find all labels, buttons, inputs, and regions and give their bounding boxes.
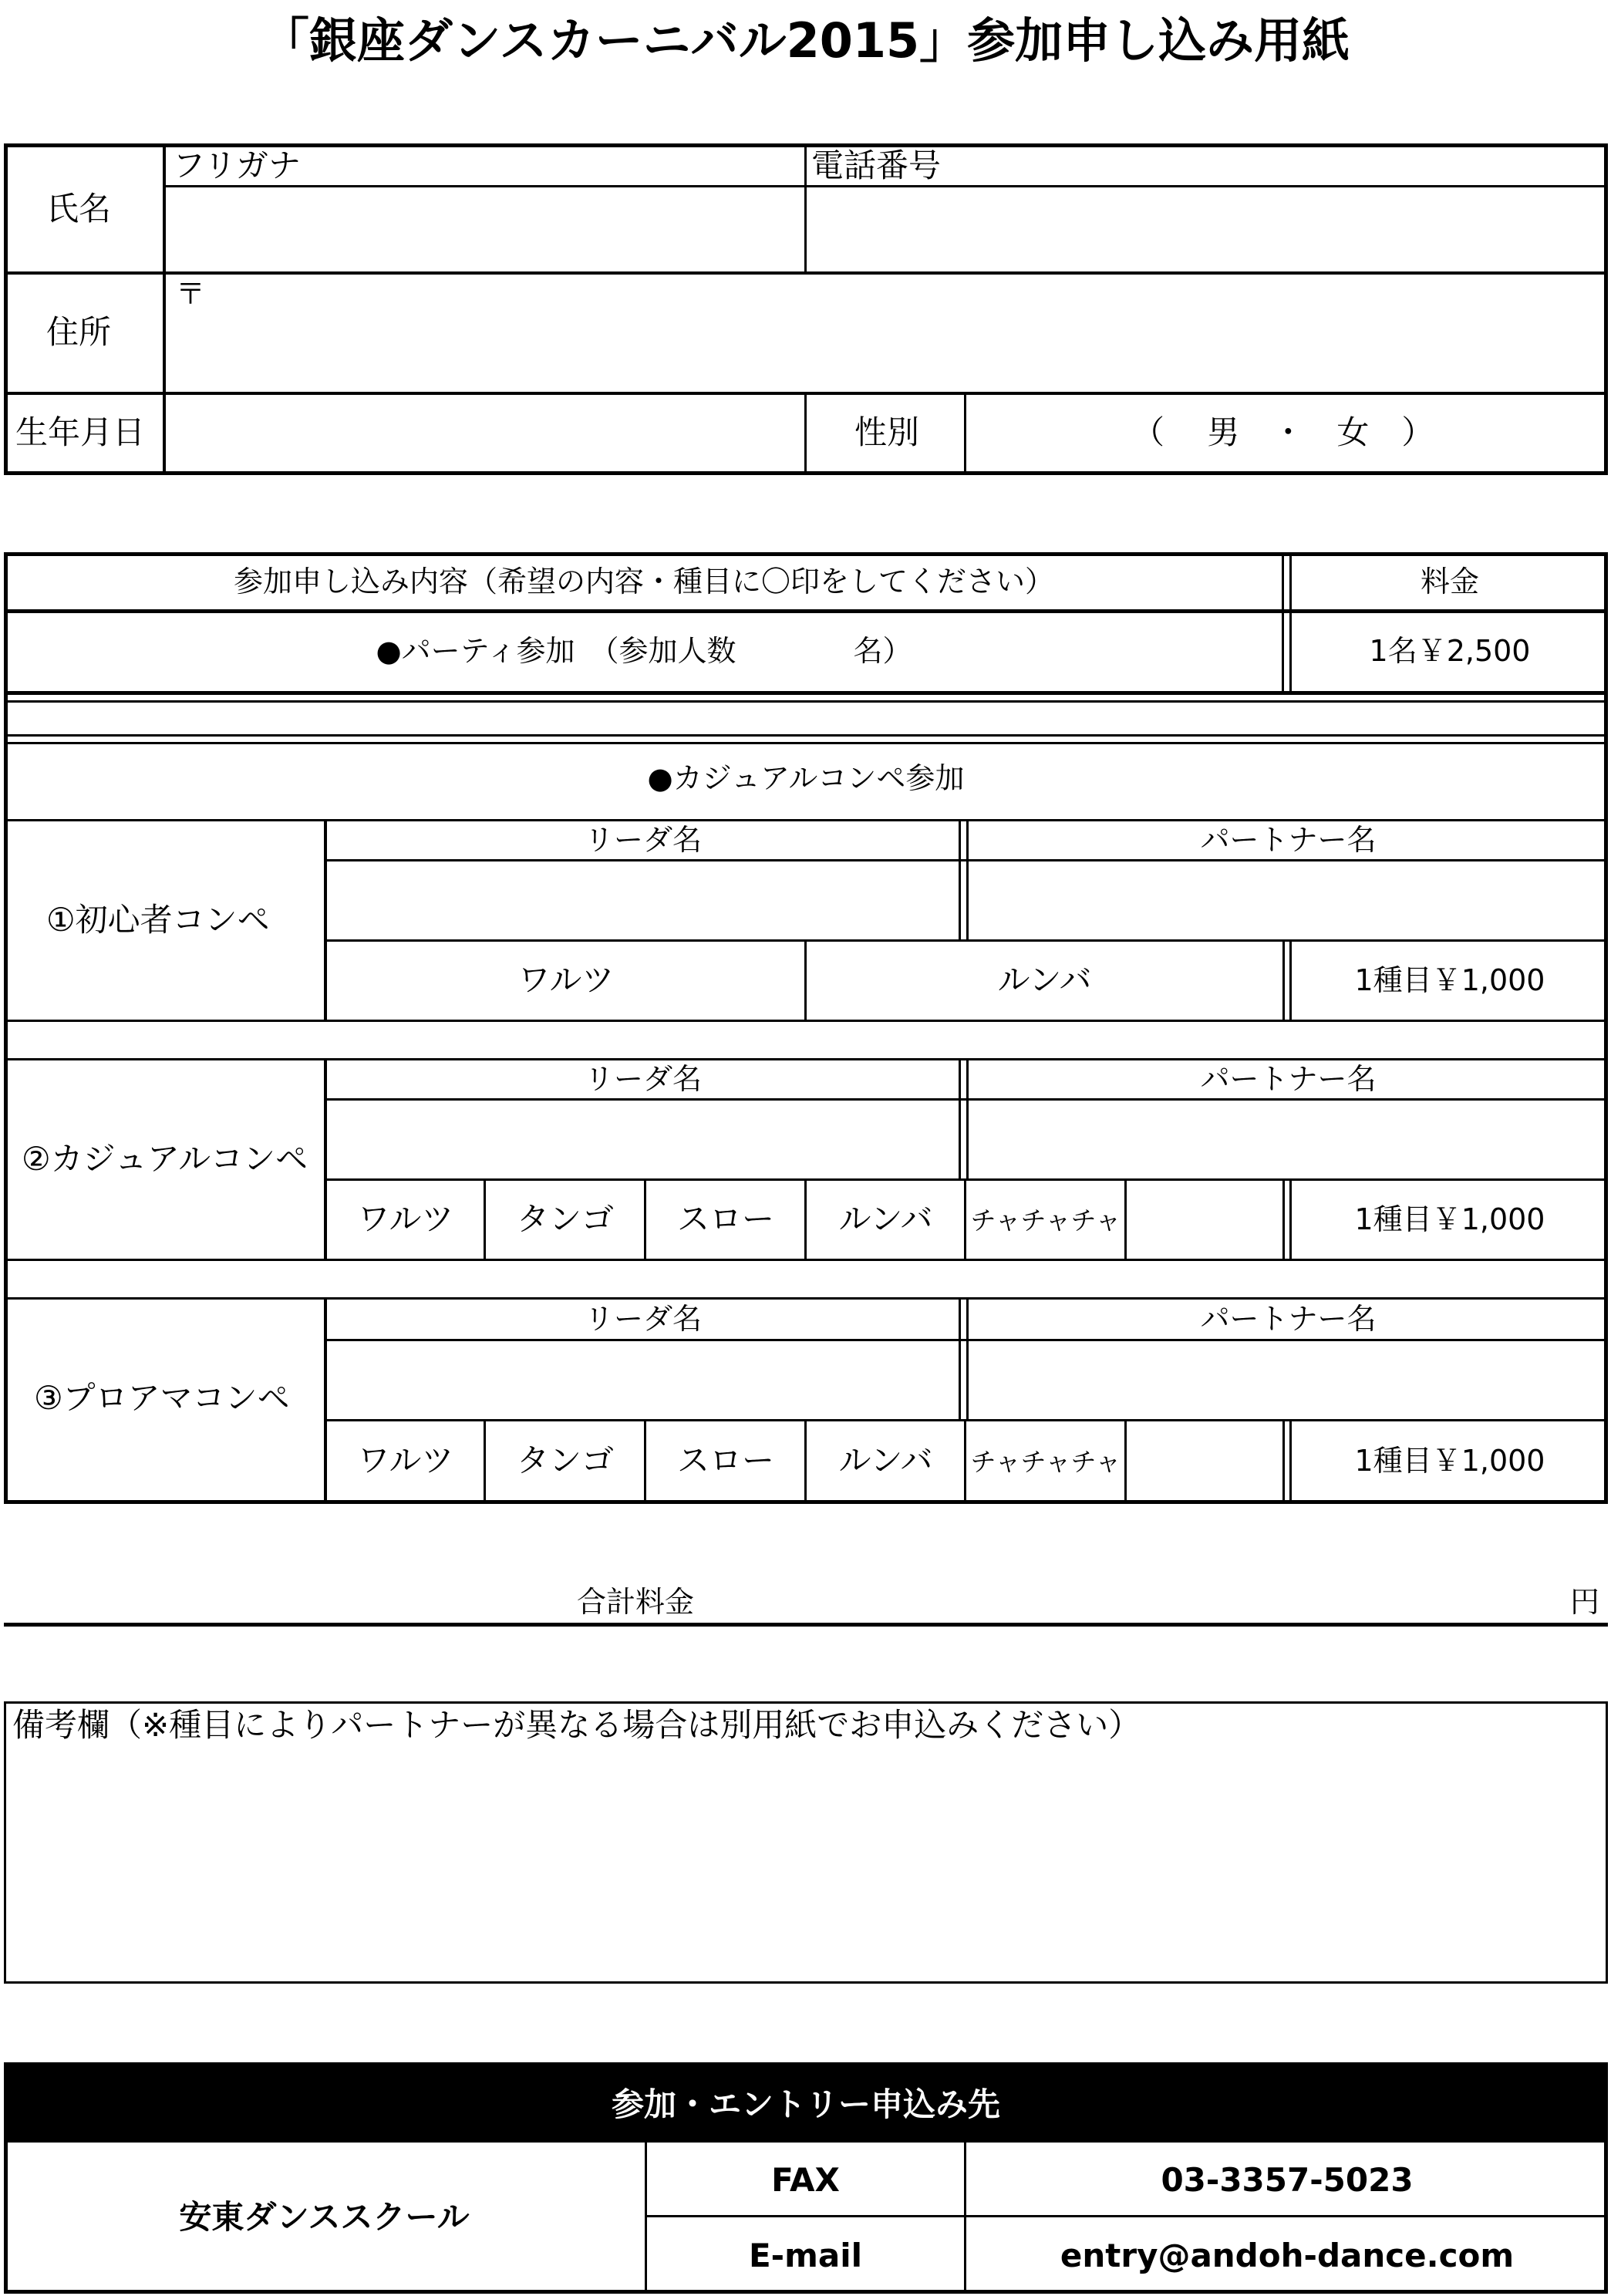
fax-label: FAX	[771, 2161, 840, 2199]
comp3-dance-waltz[interactable]: ワルツ	[357, 1441, 454, 1479]
comp3-name: ③プロアマコンペ	[34, 1379, 290, 1417]
comp3-dance-chachacha[interactable]: チャチャチャ	[970, 1447, 1121, 1477]
entry-header: 参加申し込み内容（希望の内容・種目に〇印をしてください）	[233, 565, 1054, 598]
comp2-dance-rumba[interactable]: ルンバ	[838, 1200, 933, 1238]
page-title: 「銀座ダンスカーニバル2015」参加申し込み用紙	[261, 12, 1350, 69]
gender-options[interactable]: （ 男 ・ 女 ）	[1132, 413, 1434, 451]
comp1-dance-waltz[interactable]: ワルツ	[517, 961, 615, 999]
comp1-name: ①初心者コンペ	[46, 901, 270, 939]
furigana-label: フリガナ	[173, 147, 301, 184]
comp1-leader-field[interactable]	[327, 862, 958, 938]
comp1-dance-rumba[interactable]: ルンバ	[997, 961, 1092, 999]
comp2-dance-slow[interactable]: スロー	[676, 1200, 774, 1238]
comp2-name: ②カジュアルコンペ	[22, 1140, 308, 1178]
comp3-leader-field[interactable]	[327, 1342, 958, 1418]
phone-label: 電話番号	[811, 147, 942, 184]
total-unit: 円	[1570, 1585, 1600, 1619]
comp2-leader-label: リーダ名	[584, 1062, 702, 1096]
fax-number: 03-3357-5023	[1161, 2161, 1414, 2199]
comp3-partner-label: パートナー名	[1200, 1302, 1377, 1336]
comp2-dance-waltz[interactable]: ワルツ	[357, 1200, 454, 1238]
comp3-leader-label: リーダ名	[584, 1302, 702, 1336]
contact-header	[4, 2062, 1608, 2143]
address-field[interactable]	[166, 276, 1604, 390]
birthdate-label: 生年月日	[15, 413, 146, 451]
email-address[interactable]: entry@andoh-dance.com	[1060, 2237, 1515, 2274]
comp3-dance-rumba[interactable]: ルンバ	[838, 1441, 933, 1479]
phone-field[interactable]	[808, 188, 1604, 270]
comp1-partner-field[interactable]	[969, 862, 1605, 938]
contact-school: 安東ダンススクール	[179, 2198, 470, 2236]
comp1-leader-label: リーダ名	[584, 823, 702, 857]
contact-header-label: 参加・エントリー申込み先	[611, 2085, 1000, 2123]
party-option[interactable]: ●パーティ参加 （参加人数 名）	[376, 634, 912, 668]
total-label: 合計料金	[577, 1585, 695, 1619]
fee-header: 料金	[1420, 565, 1479, 598]
comp2-dance-tango[interactable]: タンゴ	[516, 1200, 614, 1238]
comp1-partner-label: パートナー名	[1200, 823, 1377, 857]
comp3-dance-tango[interactable]: タンゴ	[516, 1441, 614, 1479]
casual-comp-header: ●カジュアルコンペ参加	[647, 761, 965, 795]
remarks-label: 備考欄（※種目によりパートナーが異なる場合は別用紙でお申込みください）	[12, 1706, 1141, 1744]
comp2-dance-chachacha[interactable]: チャチャチャ	[970, 1205, 1121, 1236]
comp1-fee: 1種目￥1,000	[1354, 963, 1545, 997]
postal-mark: 〒	[176, 277, 206, 311]
comp2-partner-label: パートナー名	[1200, 1062, 1377, 1096]
address-label: 住所	[46, 313, 112, 351]
comp3-fee: 1種目￥1,000	[1354, 1444, 1545, 1478]
comp2-fee: 1種目￥1,000	[1354, 1202, 1545, 1236]
furigana-name-field[interactable]	[166, 188, 803, 270]
comp3-partner-field[interactable]	[969, 1342, 1605, 1418]
name-label: 氏名	[46, 190, 112, 228]
party-fee: 1名￥2,500	[1369, 634, 1531, 668]
birthdate-field[interactable]	[166, 396, 803, 472]
total-field[interactable]	[4, 1573, 1608, 1623]
comp2-partner-field[interactable]	[969, 1101, 1605, 1177]
gender-label: 性別	[854, 413, 920, 451]
total-underline	[4, 1623, 1608, 1627]
comp3-dance-slow[interactable]: スロー	[676, 1441, 774, 1479]
email-label: E-mail	[748, 2237, 863, 2274]
comp2-leader-field[interactable]	[327, 1101, 958, 1177]
